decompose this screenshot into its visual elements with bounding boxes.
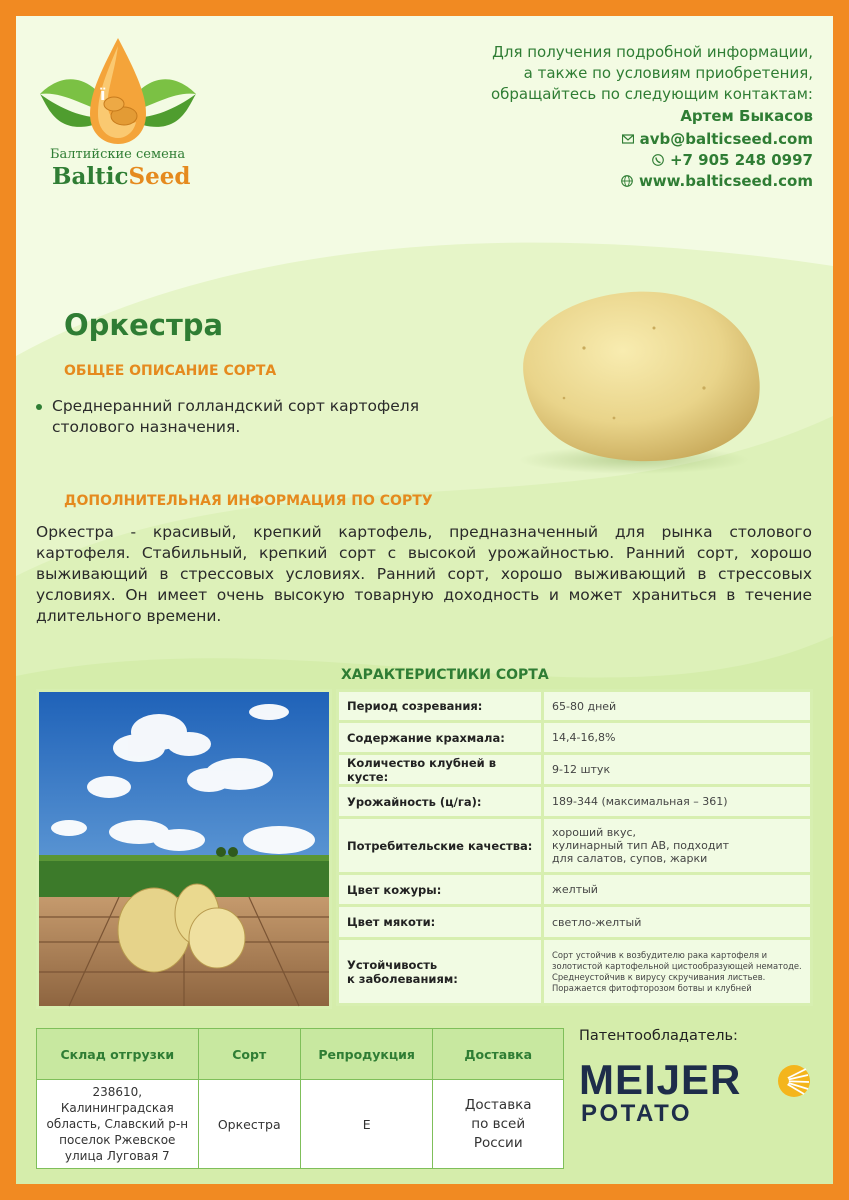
delivery-line: по всей [471, 1115, 526, 1132]
svg-text:ї: ї [100, 85, 106, 104]
logo-brand-part1: Baltic [52, 163, 129, 190]
globe-icon [621, 175, 633, 187]
table-row [338, 939, 812, 1005]
patent-label: Патентообладатель: [579, 1028, 738, 1044]
variety-title: Оркестра [64, 308, 224, 342]
char-value: Сорт устойчив к возбудителю рака картофеля и золотистой картофельной цистообразующей нематоде. Среднеустойчив к вирусу скручивания листьев. Поражается фитофторозом ботвы и клубней [543, 939, 812, 1005]
field-photo-frame [36, 689, 332, 1009]
contact-website[interactable] [621, 172, 813, 190]
char-key [338, 939, 543, 1005]
char-key: Содержание крахмала: [338, 722, 543, 754]
table-row [338, 906, 812, 939]
char-key: Урожайность (ц/га): [338, 786, 543, 818]
characteristics-table [336, 689, 813, 1006]
contact-phone-text[interactable]: +7 905 248 0997 [669, 151, 813, 169]
seed-drop-leaves-icon [38, 36, 198, 146]
table-row [37, 1080, 564, 1169]
phone-icon [652, 154, 664, 166]
header-delivery: Доставка [433, 1029, 564, 1080]
contact-intro-line3: обращайтесь по следующим контактам: [490, 85, 813, 103]
logo-subtitle: Балтийские семена [50, 147, 186, 162]
char-value: 14,4-16,8% [543, 722, 812, 754]
table-header-row [37, 1029, 564, 1080]
contact-intro-line2: а также по условиям приобретения, [523, 64, 813, 82]
warehouse-line: улица Луговая 7 [64, 1149, 170, 1163]
additional-text: Оркестра - красивый, крепкий картофель, предназначенный для рынка столового картофеля. Стабильный, крепкий сорт с высокой урожайностью. Ранний сорт, хорошо выживающий в стрессовых условиях. Ранний сорт, хорошо выживающий в стрессовых условиях. Он имеет очень высокую товарную доходность и может храниться в течение длительного времени. [36, 523, 812, 625]
char-value [543, 818, 812, 874]
char-key-line: к заболеваниям: [347, 971, 458, 986]
char-value-line: кулинарный тип АВ, подходит [552, 839, 730, 852]
delivery-cell [433, 1080, 564, 1169]
char-key: Цвет кожуры: [338, 874, 543, 906]
warehouse-line: 238610, [92, 1085, 143, 1099]
char-value: 189-344 (максимальная – 361) [543, 786, 812, 818]
general-bullet-text: Среднеранний голландский сорт картофеля столового назначения. [52, 397, 420, 436]
additional-heading: ДОПОЛНИТЕЛЬНАЯ ИНФОРМАЦИЯ ПО СОРТУ [64, 493, 433, 509]
contact-website-text[interactable]: www.balticseed.com [638, 172, 813, 190]
header-reproduction: Репродукция [300, 1029, 433, 1080]
warehouse-line: Калининградская [60, 1101, 174, 1115]
warehouse-cell [37, 1080, 199, 1169]
field-photo [39, 692, 335, 1012]
table-row [338, 874, 812, 906]
logo-brand [52, 163, 190, 190]
table-row [338, 754, 812, 786]
table-row [338, 722, 812, 754]
char-value: 65-80 дней [543, 691, 812, 722]
bullet-dot [36, 404, 42, 410]
general-heading: ОБЩЕЕ ОПИСАНИЕ СОРТА [64, 363, 277, 379]
warehouse-line: область, Славский р-н [46, 1117, 189, 1131]
meijer-brand: MEIJER [579, 1056, 742, 1103]
email-icon [622, 133, 634, 145]
delivery-line: России [473, 1134, 523, 1151]
page [16, 16, 833, 1184]
char-key: Количество клубней в кусте: [338, 754, 543, 786]
contact-email-text[interactable]: avb@balticseed.com [639, 130, 813, 148]
char-key: Цвет мякоти: [338, 906, 543, 939]
char-key: Период созревания: [338, 691, 543, 722]
logo-brand-part2: Seed [128, 163, 191, 190]
char-value-line: хороший вкус, [552, 826, 636, 839]
contact-email[interactable] [622, 130, 813, 148]
header-warehouse: Склад отгрузки [37, 1029, 199, 1080]
contact-intro-line1: Для получения подробной информации, [492, 43, 813, 61]
char-key: Потребительские качества: [338, 818, 543, 874]
contact-intro [393, 42, 813, 105]
char-value: светло-желтый [543, 906, 812, 939]
variety-cell: Оркестра [198, 1080, 300, 1169]
general-bullet [36, 396, 456, 438]
potato-image [504, 278, 774, 478]
table-row [338, 786, 812, 818]
warehouse-line: поселок Ржевское [59, 1133, 176, 1147]
char-value-line: для салатов, супов, жарки [552, 852, 708, 865]
shipping-table [36, 1028, 564, 1169]
table-row [338, 691, 812, 722]
contact-phone[interactable] [652, 151, 813, 169]
reproduction-cell: Е [300, 1080, 433, 1169]
potato-brand: POTATO [581, 1100, 692, 1127]
delivery-line: Доставка [464, 1096, 532, 1113]
contact-name: Артем Быкасов [680, 107, 813, 125]
characteristics-heading: ХАРАКТЕРИСТИКИ СОРТА [341, 667, 549, 683]
char-value: желтый [543, 874, 812, 906]
meijer-sun-icon [772, 1063, 816, 1099]
char-value: 9-12 штук [543, 754, 812, 786]
char-key-line: Устойчивость [347, 957, 438, 972]
header-variety: Сорт [198, 1029, 300, 1080]
table-row [338, 818, 812, 874]
